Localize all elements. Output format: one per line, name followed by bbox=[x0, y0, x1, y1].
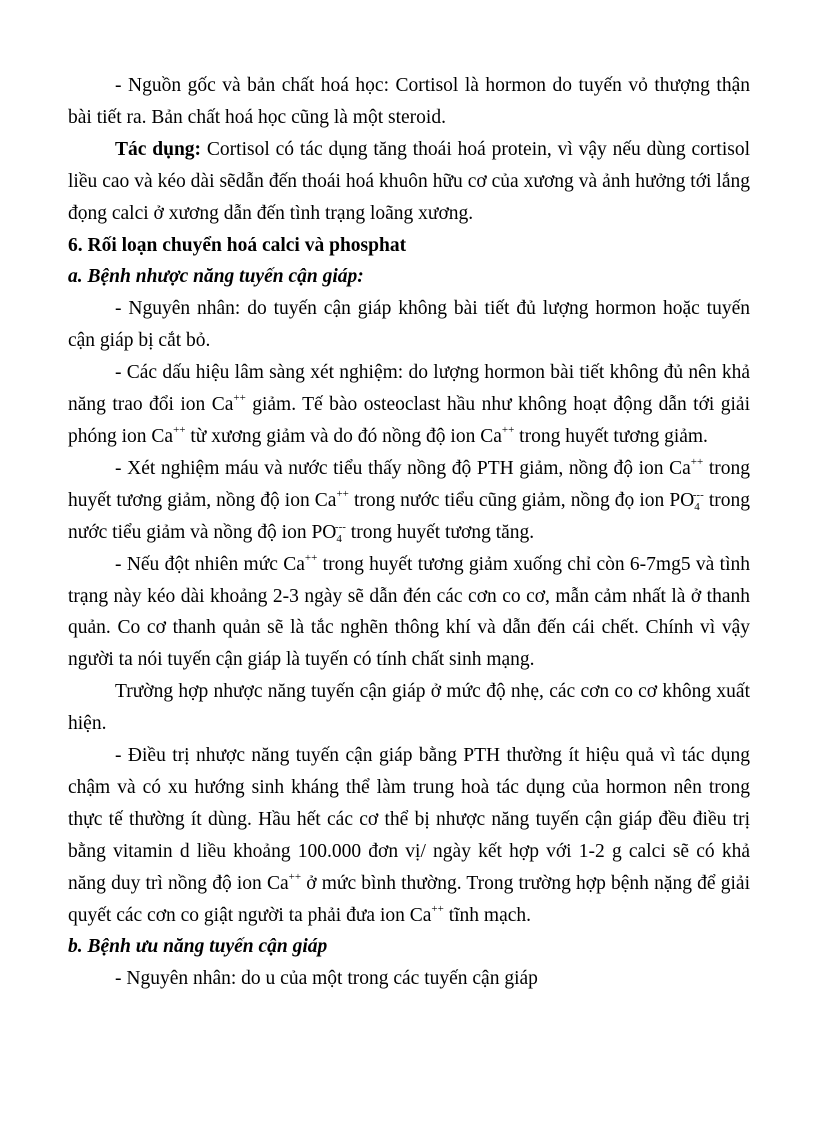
effect-text: Cortisol có tác dụng tăng thoái hoá protein, vì vậy nếu dùng cortisol liều cao và kéo dài sẽdẫn đến thoái hoá khuôn hữu cơ của xương và ảnh hưởng tới lắng đọng calci ở xương dẫn đến tình trạng loãng xương. bbox=[68, 138, 750, 224]
effect-label: Tác dụng: bbox=[115, 138, 202, 160]
paragraph-blood-urine-test: - Xét nghiệm máu và nước tiểu thấy nồng độ PTH giảm, nồng độ ion Ca++ trong huyết tương giảm, nồng độ ion Ca++ trong nước tiểu cũng giảm, nồng đọ ion $PO_4^{---}$ trong nước tiểu giảm và nồng độ ion $PO_4^{---}$ trong huyết tương tăng. bbox=[68, 455, 750, 545]
paragraph-treatment: - Điều trị nhược năng tuyến cận giáp bằng PTH thường ít hiệu quả vì tác dụng chậm và có xu hướng sinh kháng thể làm trung hoà tác dụng của hormon nên trong thực tế thường ít dùng. Hầu hết các cơ thể bị nhược năng tuyến cận giáp đều điều trị bằng vitamin d liều khoảng 100.000 đơn vị/ ngày kết hợp với 1-2 g calci sẽ có khả năng duy trì nồng độ ion Ca++ ở mức bình thường. Trong trường hợp bệnh nặng để giải quyết các cơn co giật người ta phải đưa ion Ca++ tĩnh mạch. bbox=[68, 745, 750, 926]
paragraph-cause-hyper: - Nguyên nhân: do u của một trong các tuyến cận giáp bbox=[115, 968, 538, 990]
phosphate-charge: --- bbox=[334, 520, 346, 533]
calcium-charge: ++ bbox=[690, 455, 704, 468]
subsection-heading-a: a. Bệnh nhược năng tuyến cận giáp: bbox=[68, 266, 364, 288]
paragraph-mild-case: Trường hợp nhược năng tuyến cận giáp ở mức độ nhẹ, các cơn co cơ không xuất hiện. bbox=[68, 681, 750, 735]
document-page bbox=[68, 70, 750, 995]
phosphate-subscript: 4 bbox=[694, 500, 700, 513]
phosphate-charge: --- bbox=[692, 488, 704, 501]
paragraph-cause-hypo: - Nguyên nhân: do tuyến cận giáp không bài tiết đủ lượng hormon hoặc tuyến cận giáp bị cắt bỏ. bbox=[68, 298, 750, 352]
paragraph-clinical-signs: - Các dấu hiệu lâm sàng xét nghiệm: do lượng hormon bài tiết không đủ nên khả năng trao đổi ion Ca++ giảm. Tế bào osteoclast hầu như không hoạt động dẫn tới giải phóng ion Ca++ từ xương giảm và do đó nồng độ ion Ca++ trong huyết tương giảm. bbox=[68, 362, 750, 447]
calcium-charge: ++ bbox=[336, 487, 349, 500]
calcium-charge: ++ bbox=[431, 902, 444, 915]
calcium-charge: ++ bbox=[233, 392, 246, 405]
paragraph-sudden-drop: - Nếu đột nhiên mức Ca++ trong huyết tương giảm xuống chỉ còn 6-7mg5 và tình trạng này kéo dài khoảng 2-3 ngày sẽ dẫn đén các cơn co cơ, mẫn cảm nhất là ở thanh quản. Co cơ thanh quản sẽ là tắc nghẽn thông khí và dẫn đến cái chết. Chính vì vậy người ta nói tuyến cận giáp là tuyến có tính chất sinh mạng. bbox=[68, 551, 750, 671]
paragraph-origin-cortisol: - Nguồn gốc và bản chất hoá học: Cortisol là hormon do tuyến vỏ thượng thận bài tiết ra. Bản chất hoá học cũng là một steroid. bbox=[68, 75, 750, 128]
subsection-heading-b: b. Bệnh ưu năng tuyến cận giáp bbox=[68, 936, 328, 958]
phosphate-subscript: 4 bbox=[336, 532, 342, 545]
calcium-charge: ++ bbox=[501, 423, 515, 436]
section-heading-6: 6. Rối loạn chuyển hoá calci và phosphat bbox=[68, 234, 407, 256]
calcium-charge: ++ bbox=[304, 551, 318, 564]
paragraph-effect-cortisol bbox=[68, 134, 750, 230]
calcium-charge: ++ bbox=[173, 423, 186, 436]
calcium-charge: ++ bbox=[288, 870, 302, 883]
